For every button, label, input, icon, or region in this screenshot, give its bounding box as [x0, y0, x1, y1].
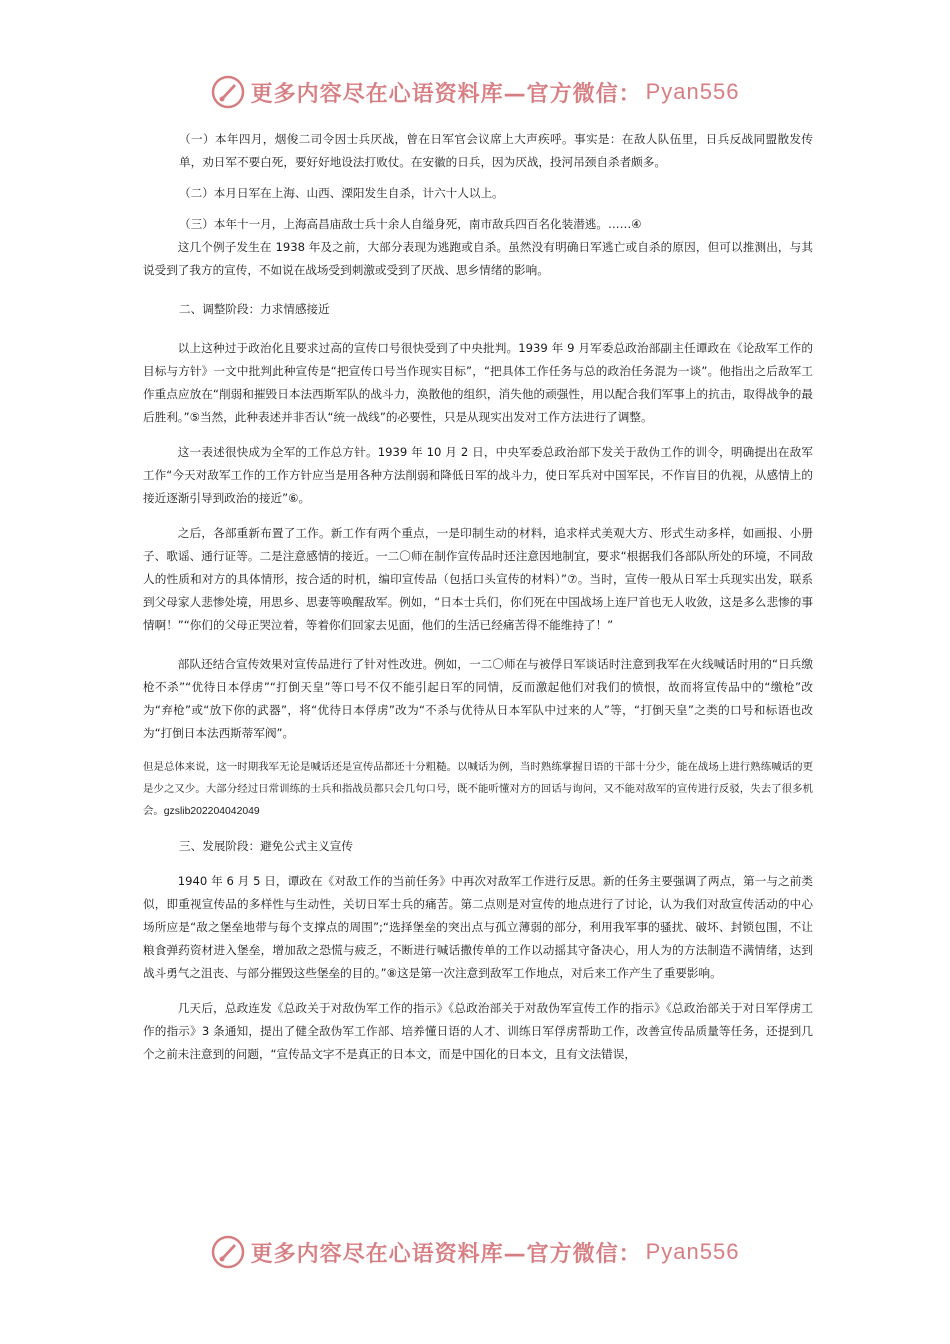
paragraph-2: （二）本月日军在上海、山西、溧阳发生自杀，计六十人以上。: [179, 186, 504, 200]
document-body: [143, 128, 813, 1066]
section-heading-2: 二、调整阶段：力求情感接近: [179, 302, 330, 316]
paragraph-11: 几天后，总政连发《总政关于对敌伪军工作的指示》《总政治部关于对敌伪军宣传工作的指示》《总政治部关于对日军俘虏工作的指示》3 条通知，提出了健全敌伪军工作部、培养懂日语的人才、训练日军俘虏帮助工作，改善宣传品质量等任务，还提到几个之前未注意到的问题，“宣传品文字不是真正的日本文，而是中国化的日本文，且有文法错误，: [143, 1001, 813, 1061]
paragraph-8: 部队还结合宣传效果对宣传品进行了针对性改进。例如，一二〇师在与被俘日军谈话时注意到我军在火线喊话时用的“日兵缴枪不杀”“优待日本俘虏”“打倒天皇”等口号不仅不能引起日军的同情，反而激起他们对我们的愤恨，故而将宣传品中的“缴枪”改为“弃枪”或“放下你的武器”，将“优待日本俘虏”改为“不杀与优待从日本军队中过来的人”等，“打倒天皇”之类的口号和标语也改为“打倒日本法西斯蒂军阀”。: [143, 657, 813, 740]
library-logo-icon: [211, 75, 245, 109]
header-banner: [0, 72, 950, 112]
banner-wechat-id: Pyan556: [645, 79, 740, 104]
library-logo-icon: [211, 1235, 245, 1269]
paragraph-6: 这一表述很快成为全军的工作总方针。1939 年 10 月 2 日，中央军委总政治部下发关于敌伪工作的训令，明确提出在敌军工作“今天对敌军工作的工作方针应当是用各种方法削弱和降低日军的战斗力，使日军兵对中国军民，不作盲目的仇视，从感情上的接近逐渐引导到政治的接近”⑥。: [143, 445, 813, 505]
banner-wechat-id: Pyan556: [645, 1239, 740, 1264]
paragraph-5: 以上这种过于政治化且要求过高的宣传口号很快受到了中央批判。1939 年 9 月军委总政治部副主任谭政在《论敌军工作的目标与方针》一文中批判此种宣传是“把宣传口号当作现实目标”，“把具体工作任务与总的政治任务混为一谈”。他指出之后敌军工作重点应放在“削弱和摧毁日本法西斯军队的战斗力，涣散他的组织，消失他的顽强性，用以配合我们军事上的抗击，取得战争的最后胜利。”⑤当然，此种表述并非否认“统一战线”的必要性，只是从现实出发对工作方法进行了调整。: [143, 341, 813, 424]
banner-text: 更多内容尽在心语资料库—官方微信：: [250, 1241, 642, 1267]
paragraph-10: 1940 年 6 月 5 日，谭政在《对敌工作的当前任务》中再次对敌军工作进行反思。新的任务主要强调了两点，第一与之前类似，即重视宣传品的多样性与生动性，关切日军士兵的痛苦。第二点则是对宣传的地点进行了讨论，认为我们对敌宣传活动的中心场所应是“敌之堡垒地带与每个支撑点的周围”;“选择堡垒的突出点与孤立薄弱的部分，利用我军事的骚扰、破坏、封锁包围，不让粮食弹药资材进入堡垒，增加敌之恐慌与疲乏，不断进行喊话撒传单的工作以动摇其守备决心，用人为的方法制造不满情绪，达到战斗勇气之沮丧、与部分摧毁这些堡垒的目的。”⑧这是第一次注意到敌军工作地点，对后来工作产生了重要影响。: [143, 874, 813, 980]
paragraph-7: 之后，各部重新布置了工作。新工作有两个重点，一是印制生动的材料，追求样式美观大方、形式生动多样，如画报、小册子、歌谣、通行证等。二是注意感情的接近。一二〇师在制作宣传品时还注意因地制宜，要求“根据我们各部队所处的环境，不同敌人的性质和对方的具体情形，按合适的时机，编印宣传品（包括口头宣传的材料）”⑦。当时，宣传一般从日军士兵现实出发，联系到父母家人悲惨处境，用思乡、思妻等唤醒敌军。例如，“日本士兵们，你们死在中国战场上连尸首也无人收敛，这是多么悲惨的事情啊！”“你们的父母正哭泣着，等着你们回家去见面，他们的生活已经痛苦得不能维持了！”: [143, 526, 813, 632]
section-heading-3: 三、发展阶段：避免公式主义宣传: [179, 839, 353, 853]
footer-banner: [0, 1232, 950, 1272]
banner-text: 更多内容尽在心语资料库—官方微信：: [250, 81, 642, 107]
paragraph-4: 这几个例子发生在 1938 年及之前，大部分表现为逃跑或自杀。虽然没有明确日军逃亡或自杀的原因，但可以推测出，与其说受到了我方的宣传，不如说在战场受到刺激或受到了厌战、思乡情绪的影响。: [143, 240, 813, 277]
paragraph-3: （三）本年十一月，上海高昌庙敌士兵十余人自缢身死，南市敌兵四百名化装潜逃。……④: [179, 217, 642, 231]
paragraph-1: （一）本年四月，烟俊二司令因士兵厌战，曾在日军官会议席上大声疾呼。事实是：在敌人队伍里，日兵反战同盟散发传单，劝日军不要白死，要好好地设法打败仗。在安徽的日兵，因为厌战，投河吊颈自杀者颇多。: [179, 132, 813, 169]
paragraph-9: 但是总体来说，这一时期我军无论是喊话还是宣传品都还十分粗糙。以喊话为例，当时熟练掌握日语的干部十分少，能在战场上进行熟练喊话的更是少之又少。大部分经过日常训练的士兵和指战员都只会几句口号，既不能听懂对方的回话与询问，又不能对敌军的宣传进行反驳，失去了很多机会。gzslib202204042049: [143, 762, 813, 817]
